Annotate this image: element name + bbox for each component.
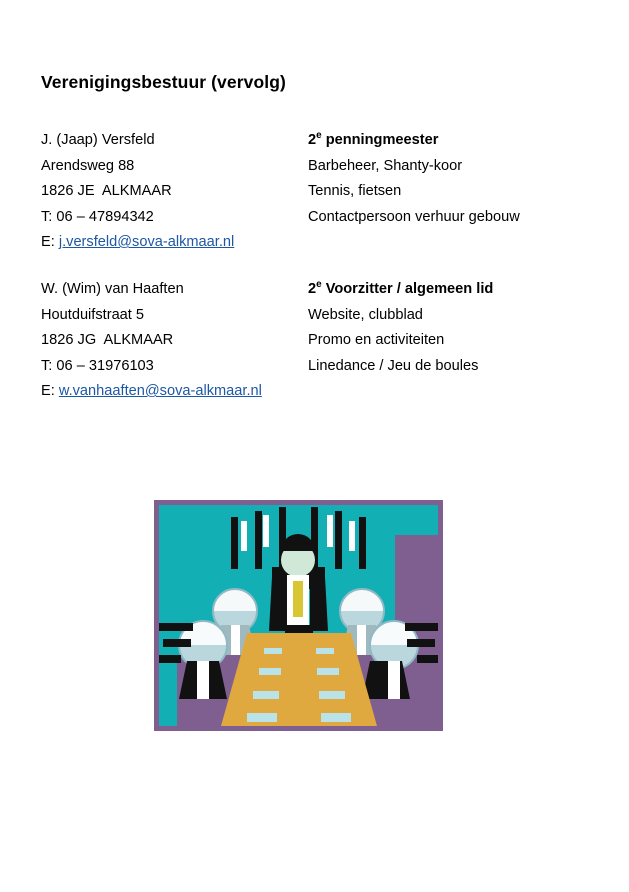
- role-label: penningmeester: [321, 132, 439, 148]
- contact-street: Arendsweg 88: [41, 157, 135, 174]
- contact-phone: T: 06 – 47894342: [41, 208, 154, 225]
- contact-street: Houtduifstraat 5: [41, 306, 145, 323]
- contact-task-1: Barbeheer, Shanty-koor: [308, 157, 463, 174]
- role-ordinal-suffix: e: [316, 130, 322, 142]
- contact-phone: T: 06 – 31976103: [41, 357, 154, 374]
- role-number: 2: [308, 132, 317, 148]
- role-label: Voorzitter / algemeen lid: [321, 281, 494, 297]
- contact-row: [41, 230, 601, 256]
- contact-role: [308, 277, 601, 303]
- contact-row: [41, 379, 601, 405]
- contact-task-3: Linedance / Jeu de boules: [308, 357, 479, 374]
- page-title: Verenigingsbestuur (vervolg): [41, 72, 286, 92]
- email-link[interactable]: w.vanhaaften@sova-alkmaar.nl: [58, 383, 262, 399]
- contact-entry-2: [41, 277, 601, 405]
- contact-task-2: Promo en activiteiten: [308, 332, 445, 348]
- contact-city: 1826 JG ALKMAAR: [41, 332, 174, 348]
- email-link[interactable]: j.versfeld@sova-alkmaar.nl: [58, 234, 235, 250]
- email-prefix: E:: [41, 234, 59, 250]
- contact-row: [41, 328, 601, 354]
- contact-row: [41, 354, 601, 380]
- contact-row: [41, 154, 601, 180]
- contact-city: 1826 JE ALKMAAR: [41, 183, 172, 199]
- contact-row: [41, 128, 601, 154]
- contact-row: [41, 205, 601, 231]
- email-prefix: E:: [41, 383, 59, 399]
- contact-task-3: Contactpersoon verhuur gebouw: [308, 208, 520, 225]
- role-ordinal-suffix: e: [316, 279, 322, 291]
- illustration-canvas: [159, 505, 438, 726]
- role-number: 2: [308, 281, 317, 297]
- contact-task-1: Website, clubblad: [308, 306, 423, 323]
- contact-row: [41, 179, 601, 205]
- contact-role: [308, 128, 601, 154]
- contact-email-cell: [41, 379, 308, 405]
- contact-task-2: Tennis, fietsen: [308, 183, 402, 199]
- contact-entry-1: [41, 128, 601, 256]
- boardroom-meeting-illustration: [154, 500, 443, 731]
- contact-row: [41, 277, 601, 303]
- contact-name: W. (Wim) van Haaften: [41, 281, 184, 297]
- illustration-graphic: [159, 505, 438, 726]
- contact-email-cell: [41, 230, 308, 256]
- contact-row: [41, 303, 601, 329]
- contact-name: J. (Jaap) Versfeld: [41, 132, 155, 148]
